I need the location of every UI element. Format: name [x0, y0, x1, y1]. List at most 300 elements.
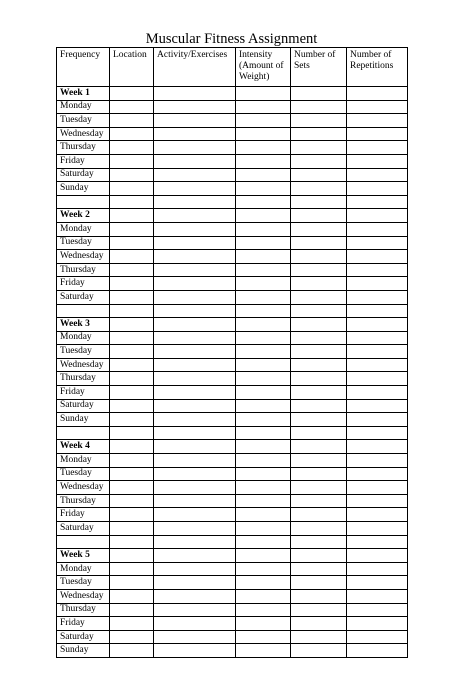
activity-cell[interactable] [154, 209, 236, 223]
log-body [57, 87, 408, 658]
location-cell[interactable] [110, 617, 154, 631]
repetitions-cell[interactable] [347, 413, 408, 427]
frequency-cell [57, 195, 110, 209]
repetitions-cell [347, 426, 408, 440]
location-cell[interactable] [110, 589, 154, 603]
frequency-cell: Wednesday [57, 481, 110, 495]
day-row [57, 290, 408, 304]
sets-cell[interactable] [291, 114, 347, 128]
sets-cell [291, 304, 347, 318]
repetitions-cell[interactable] [347, 358, 408, 372]
activity-cell[interactable] [154, 345, 236, 359]
spacer-row [57, 535, 408, 549]
sets-cell[interactable] [291, 277, 347, 291]
activity-cell[interactable] [154, 454, 236, 468]
intensity-cell[interactable] [236, 467, 291, 481]
header-frequency: Frequency [57, 48, 110, 87]
intensity-cell[interactable] [236, 603, 291, 617]
location-cell[interactable] [110, 100, 154, 114]
sets-cell[interactable] [291, 250, 347, 264]
header-repetitions: Number of Repetitions [347, 48, 408, 87]
intensity-cell[interactable] [236, 263, 291, 277]
repetitions-cell [347, 535, 408, 549]
frequency-cell: Sunday [57, 413, 110, 427]
location-cell[interactable] [110, 318, 154, 332]
day-row [57, 236, 408, 250]
repetitions-cell[interactable] [347, 454, 408, 468]
location-cell[interactable] [110, 114, 154, 128]
header-location: Location [110, 48, 154, 87]
sets-cell[interactable] [291, 413, 347, 427]
frequency-cell: Wednesday [57, 250, 110, 264]
day-row [57, 168, 408, 182]
activity-cell[interactable] [154, 386, 236, 400]
repetitions-cell[interactable] [347, 87, 408, 101]
repetitions-cell[interactable] [347, 100, 408, 114]
day-row [57, 494, 408, 508]
intensity-cell[interactable] [236, 290, 291, 304]
header-row [57, 48, 408, 87]
sets-cell[interactable] [291, 630, 347, 644]
activity-cell [154, 195, 236, 209]
repetitions-cell[interactable] [347, 549, 408, 563]
repetitions-cell[interactable] [347, 372, 408, 386]
repetitions-cell [347, 304, 408, 318]
activity-cell[interactable] [154, 589, 236, 603]
day-row [57, 127, 408, 141]
activity-cell [154, 535, 236, 549]
sets-cell [291, 195, 347, 209]
location-cell[interactable] [110, 454, 154, 468]
intensity-cell[interactable] [236, 182, 291, 196]
activity-cell[interactable] [154, 562, 236, 576]
frequency-cell: Friday [57, 277, 110, 291]
sets-cell[interactable] [291, 154, 347, 168]
repetitions-cell[interactable] [347, 494, 408, 508]
activity-cell [154, 304, 236, 318]
intensity-cell[interactable] [236, 413, 291, 427]
frequency-cell: Sunday [57, 182, 110, 196]
intensity-cell[interactable] [236, 358, 291, 372]
activity-cell[interactable] [154, 263, 236, 277]
intensity-cell[interactable] [236, 644, 291, 658]
location-cell[interactable] [110, 222, 154, 236]
sets-cell[interactable] [291, 100, 347, 114]
repetitions-cell[interactable] [347, 617, 408, 631]
sets-cell [291, 535, 347, 549]
location-cell[interactable] [110, 413, 154, 427]
day-row [57, 508, 408, 522]
frequency-cell: Wednesday [57, 127, 110, 141]
location-cell[interactable] [110, 141, 154, 155]
intensity-cell[interactable] [236, 345, 291, 359]
location-cell[interactable] [110, 168, 154, 182]
sets-cell[interactable] [291, 467, 347, 481]
day-row [57, 345, 408, 359]
repetitions-cell[interactable] [347, 508, 408, 522]
activity-cell[interactable] [154, 168, 236, 182]
repetitions-cell[interactable] [347, 127, 408, 141]
intensity-cell[interactable] [236, 630, 291, 644]
sets-cell[interactable] [291, 386, 347, 400]
location-cell[interactable] [110, 250, 154, 264]
repetitions-cell[interactable] [347, 290, 408, 304]
frequency-cell [57, 304, 110, 318]
activity-cell [154, 426, 236, 440]
repetitions-cell[interactable] [347, 467, 408, 481]
repetitions-cell[interactable] [347, 522, 408, 536]
day-row [57, 617, 408, 631]
header-sets: Number of Sets [291, 48, 347, 87]
location-cell[interactable] [110, 399, 154, 413]
activity-cell[interactable] [154, 494, 236, 508]
location-cell[interactable] [110, 263, 154, 277]
activity-cell[interactable] [154, 318, 236, 332]
frequency-cell: Monday [57, 454, 110, 468]
location-cell[interactable] [110, 209, 154, 223]
location-cell[interactable] [110, 549, 154, 563]
intensity-cell[interactable] [236, 440, 291, 454]
sets-cell[interactable] [291, 87, 347, 101]
frequency-cell: Wednesday [57, 589, 110, 603]
repetitions-cell[interactable] [347, 440, 408, 454]
intensity-cell[interactable] [236, 114, 291, 128]
location-cell[interactable] [110, 277, 154, 291]
repetitions-cell[interactable] [347, 236, 408, 250]
spacer-row [57, 195, 408, 209]
location-cell[interactable] [110, 290, 154, 304]
activity-cell[interactable] [154, 644, 236, 658]
page-title: Muscular Fitness Assignment [145, 31, 318, 47]
spacer-row [57, 426, 408, 440]
repetitions-cell[interactable] [347, 250, 408, 264]
frequency-cell: Thursday [57, 494, 110, 508]
sets-cell[interactable] [291, 318, 347, 332]
location-cell [110, 426, 154, 440]
location-cell[interactable] [110, 386, 154, 400]
frequency-cell: Saturday [57, 168, 110, 182]
activity-cell[interactable] [154, 440, 236, 454]
activity-cell[interactable] [154, 127, 236, 141]
frequency-cell: Friday [57, 386, 110, 400]
day-row [57, 630, 408, 644]
day-row [57, 576, 408, 590]
sets-cell[interactable] [291, 222, 347, 236]
spacer-row [57, 304, 408, 318]
activity-cell[interactable] [154, 250, 236, 264]
frequency-cell: Tuesday [57, 576, 110, 590]
repetitions-cell[interactable] [347, 345, 408, 359]
intensity-cell[interactable] [236, 494, 291, 508]
day-row [57, 522, 408, 536]
repetitions-cell[interactable] [347, 481, 408, 495]
frequency-cell: Week 4 [57, 440, 110, 454]
intensity-cell[interactable] [236, 576, 291, 590]
activity-cell[interactable] [154, 114, 236, 128]
header-activity: Activity/Exercises [154, 48, 236, 87]
day-row [57, 603, 408, 617]
frequency-cell: Saturday [57, 630, 110, 644]
intensity-cell[interactable] [236, 100, 291, 114]
repetitions-cell[interactable] [347, 576, 408, 590]
frequency-cell: Week 2 [57, 209, 110, 223]
activity-cell[interactable] [154, 331, 236, 345]
day-row [57, 114, 408, 128]
sets-cell[interactable] [291, 168, 347, 182]
day-row [57, 413, 408, 427]
frequency-cell: Saturday [57, 399, 110, 413]
day-row [57, 372, 408, 386]
activity-cell[interactable] [154, 603, 236, 617]
sets-cell[interactable] [291, 617, 347, 631]
repetitions-cell[interactable] [347, 386, 408, 400]
repetitions-cell[interactable] [347, 562, 408, 576]
intensity-cell[interactable] [236, 617, 291, 631]
sets-cell[interactable] [291, 290, 347, 304]
day-row [57, 481, 408, 495]
location-cell [110, 304, 154, 318]
sets-cell[interactable] [291, 603, 347, 617]
sets-cell[interactable] [291, 549, 347, 563]
frequency-cell: Wednesday [57, 358, 110, 372]
activity-cell[interactable] [154, 508, 236, 522]
repetitions-cell[interactable] [347, 603, 408, 617]
intensity-cell[interactable] [236, 481, 291, 495]
repetitions-cell[interactable] [347, 154, 408, 168]
intensity-cell[interactable] [236, 386, 291, 400]
repetitions-cell[interactable] [347, 263, 408, 277]
repetitions-cell[interactable] [347, 141, 408, 155]
sets-cell[interactable] [291, 358, 347, 372]
frequency-cell: Tuesday [57, 467, 110, 481]
frequency-cell: Saturday [57, 290, 110, 304]
repetitions-cell[interactable] [347, 168, 408, 182]
repetitions-cell[interactable] [347, 331, 408, 345]
frequency-cell: Friday [57, 154, 110, 168]
sets-cell[interactable] [291, 481, 347, 495]
frequency-cell: Thursday [57, 141, 110, 155]
location-cell[interactable] [110, 576, 154, 590]
activity-cell[interactable] [154, 617, 236, 631]
intensity-cell[interactable] [236, 399, 291, 413]
day-row [57, 644, 408, 658]
location-cell [110, 195, 154, 209]
activity-cell[interactable] [154, 358, 236, 372]
frequency-cell: Thursday [57, 263, 110, 277]
activity-cell[interactable] [154, 413, 236, 427]
week-header-row [57, 87, 408, 101]
location-cell[interactable] [110, 630, 154, 644]
intensity-cell[interactable] [236, 372, 291, 386]
frequency-cell: Monday [57, 562, 110, 576]
frequency-cell [57, 535, 110, 549]
intensity-cell[interactable] [236, 331, 291, 345]
location-cell[interactable] [110, 236, 154, 250]
location-cell[interactable] [110, 440, 154, 454]
repetitions-cell[interactable] [347, 277, 408, 291]
activity-cell[interactable] [154, 481, 236, 495]
sets-cell[interactable] [291, 562, 347, 576]
sets-cell[interactable] [291, 182, 347, 196]
repetitions-cell [347, 195, 408, 209]
location-cell[interactable] [110, 358, 154, 372]
repetitions-cell[interactable] [347, 399, 408, 413]
intensity-cell[interactable] [236, 127, 291, 141]
location-cell[interactable] [110, 603, 154, 617]
intensity-cell[interactable] [236, 87, 291, 101]
intensity-cell [236, 535, 291, 549]
week-header-row [57, 209, 408, 223]
location-cell[interactable] [110, 345, 154, 359]
repetitions-cell[interactable] [347, 114, 408, 128]
intensity-cell[interactable] [236, 549, 291, 563]
day-row [57, 358, 408, 372]
activity-cell[interactable] [154, 372, 236, 386]
intensity-cell[interactable] [236, 222, 291, 236]
sets-cell[interactable] [291, 494, 347, 508]
fitness-log-table [56, 47, 408, 658]
week-header-row [57, 549, 408, 563]
day-row [57, 182, 408, 196]
location-cell[interactable] [110, 522, 154, 536]
intensity-cell[interactable] [236, 454, 291, 468]
day-row [57, 141, 408, 155]
location-cell[interactable] [110, 508, 154, 522]
activity-cell[interactable] [154, 549, 236, 563]
activity-cell[interactable] [154, 154, 236, 168]
frequency-cell: Tuesday [57, 114, 110, 128]
sets-cell[interactable] [291, 236, 347, 250]
activity-cell[interactable] [154, 141, 236, 155]
activity-cell[interactable] [154, 87, 236, 101]
sets-cell[interactable] [291, 589, 347, 603]
frequency-cell: Tuesday [57, 345, 110, 359]
day-row [57, 263, 408, 277]
intensity-cell[interactable] [236, 154, 291, 168]
day-row [57, 454, 408, 468]
activity-cell[interactable] [154, 182, 236, 196]
activity-cell[interactable] [154, 467, 236, 481]
location-cell[interactable] [110, 127, 154, 141]
location-cell[interactable] [110, 467, 154, 481]
activity-cell[interactable] [154, 100, 236, 114]
repetitions-cell[interactable] [347, 222, 408, 236]
location-cell[interactable] [110, 87, 154, 101]
location-cell[interactable] [110, 562, 154, 576]
frequency-cell: Friday [57, 508, 110, 522]
intensity-cell[interactable] [236, 522, 291, 536]
frequency-cell: Thursday [57, 603, 110, 617]
location-cell[interactable] [110, 154, 154, 168]
week-header-row [57, 440, 408, 454]
frequency-cell: Monday [57, 331, 110, 345]
sets-cell[interactable] [291, 522, 347, 536]
sets-cell[interactable] [291, 127, 347, 141]
intensity-cell[interactable] [236, 318, 291, 332]
activity-cell[interactable] [154, 630, 236, 644]
intensity-cell[interactable] [236, 589, 291, 603]
frequency-cell: Tuesday [57, 236, 110, 250]
sets-cell[interactable] [291, 576, 347, 590]
day-row [57, 589, 408, 603]
location-cell[interactable] [110, 372, 154, 386]
sets-cell[interactable] [291, 644, 347, 658]
location-cell[interactable] [110, 494, 154, 508]
day-row [57, 562, 408, 576]
activity-cell[interactable] [154, 522, 236, 536]
activity-cell[interactable] [154, 576, 236, 590]
frequency-cell: Monday [57, 222, 110, 236]
sets-cell[interactable] [291, 440, 347, 454]
frequency-cell: Week 5 [57, 549, 110, 563]
location-cell[interactable] [110, 481, 154, 495]
day-row [57, 467, 408, 481]
frequency-cell [57, 426, 110, 440]
intensity-cell[interactable] [236, 236, 291, 250]
location-cell[interactable] [110, 331, 154, 345]
repetitions-cell[interactable] [347, 630, 408, 644]
intensity-cell [236, 195, 291, 209]
sets-cell[interactable] [291, 141, 347, 155]
day-row [57, 250, 408, 264]
sets-cell[interactable] [291, 345, 347, 359]
frequency-cell: Saturday [57, 522, 110, 536]
sets-cell[interactable] [291, 372, 347, 386]
repetitions-cell[interactable] [347, 209, 408, 223]
sets-cell[interactable] [291, 331, 347, 345]
sets-cell[interactable] [291, 263, 347, 277]
sets-cell[interactable] [291, 209, 347, 223]
intensity-cell[interactable] [236, 562, 291, 576]
activity-cell[interactable] [154, 399, 236, 413]
repetitions-cell[interactable] [347, 318, 408, 332]
day-row [57, 222, 408, 236]
activity-cell[interactable] [154, 277, 236, 291]
activity-cell[interactable] [154, 222, 236, 236]
frequency-cell: Thursday [57, 372, 110, 386]
sets-cell[interactable] [291, 454, 347, 468]
day-row [57, 154, 408, 168]
intensity-cell[interactable] [236, 250, 291, 264]
repetitions-cell[interactable] [347, 589, 408, 603]
intensity-cell [236, 304, 291, 318]
day-row [57, 386, 408, 400]
intensity-cell[interactable] [236, 168, 291, 182]
frequency-cell: Sunday [57, 644, 110, 658]
activity-cell[interactable] [154, 236, 236, 250]
repetitions-cell[interactable] [347, 182, 408, 196]
intensity-cell[interactable] [236, 277, 291, 291]
intensity-cell[interactable] [236, 508, 291, 522]
frequency-cell: Monday [57, 100, 110, 114]
sets-cell[interactable] [291, 508, 347, 522]
week-header-row [57, 318, 408, 332]
intensity-cell [236, 426, 291, 440]
sets-cell [291, 426, 347, 440]
day-row [57, 100, 408, 114]
day-row [57, 399, 408, 413]
repetitions-cell[interactable] [347, 644, 408, 658]
frequency-cell: Week 1 [57, 87, 110, 101]
activity-cell[interactable] [154, 290, 236, 304]
header-intensity: Intensity (Amount of Weight) [236, 48, 291, 87]
intensity-cell[interactable] [236, 141, 291, 155]
frequency-cell: Week 3 [57, 318, 110, 332]
location-cell[interactable] [110, 182, 154, 196]
location-cell[interactable] [110, 644, 154, 658]
sets-cell[interactable] [291, 399, 347, 413]
intensity-cell[interactable] [236, 209, 291, 223]
